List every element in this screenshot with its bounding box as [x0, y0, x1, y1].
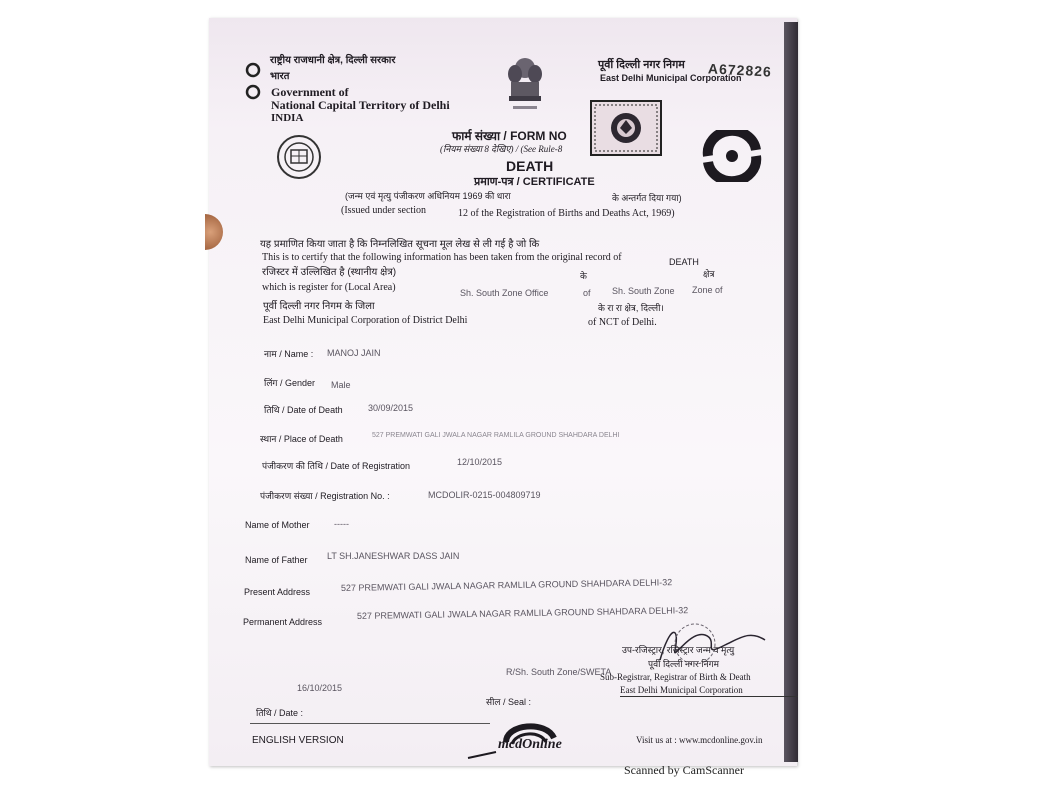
govt-hindi: राष्ट्रीय राजधानी क्षेत्र, दिल्ली सरकार: [270, 55, 396, 66]
record-type: DEATH: [669, 257, 699, 267]
corp-hindi: पूर्वी दिल्ली नगर निगम: [598, 59, 685, 71]
visit-url: Visit us at : www.mcdonline.gov.in: [636, 735, 763, 745]
certify-english: This is to certify that the following information has been taken from the original record of: [262, 252, 622, 263]
mcd-swirl-logo-icon: [700, 130, 764, 182]
country-hindi: भारत: [270, 71, 290, 82]
name-label: नाम / Name :: [264, 349, 314, 359]
date-label: तिथि / Date :: [256, 708, 304, 718]
permanent-address-label: Permanent Address: [243, 617, 323, 627]
seal-label: सील / Seal :: [486, 697, 532, 707]
present-address-label: Present Address: [244, 587, 311, 597]
sig-hindi-1: उप-रजिस्ट्रार, रजिस्ट्रार जन्म व मृत्यु: [622, 645, 735, 655]
sig-hindi-2: पूर्वी दिल्ली नगर निगम: [648, 659, 720, 669]
dor-label: पंजीकरण की तिथि / Date of Registration: [262, 461, 411, 471]
signature-scribble: [650, 620, 770, 664]
dor-value: 12/10/2015: [457, 457, 503, 467]
certificate-title: प्रमाण-पत्र / CERTIFICATE: [474, 176, 595, 188]
issued-hindi-end: के अन्तर्गत दिया गया): [612, 193, 682, 203]
mcdonline-logo-text: mcdOnline: [498, 737, 562, 752]
country: INDIA: [271, 112, 304, 124]
govt-line1: Government of: [271, 85, 349, 99]
present-address-value: 527 PREMWATI GALI JWALA NAGAR RAMLILA GROUND SHAHDARA DELHI-32: [340, 577, 673, 593]
serial-number: A672826: [707, 60, 773, 80]
register-hindi: रजिस्टर में उल्लिखित है (स्थानीय क्षेत्र): [262, 267, 397, 278]
form-no: फार्म संख्या / FORM NO: [452, 129, 567, 143]
rule-note: (नियम संख्या 8 देखिए) / (See Rule-8: [440, 144, 563, 154]
kshetra-label: क्षेत्र: [703, 269, 715, 279]
delhi-govt-seal-icon: [276, 134, 322, 180]
scanner-watermark: Scanned by CamScanner: [624, 763, 744, 777]
place-label: स्थान / Place of Death: [260, 434, 343, 444]
zone-of-label: Zone of: [692, 285, 723, 295]
gender-value: Male: [331, 380, 351, 390]
english-version: ENGLISH VERSION: [252, 735, 344, 746]
gender-label: लिंग / Gender: [264, 378, 316, 388]
nct-hindi: के रा रा क्षेत्र, दिल्ली।: [598, 303, 664, 313]
sig-english-2: East Delhi Municipal Corporation: [620, 685, 743, 695]
hologram-stamp-icon: [590, 100, 662, 156]
district-english: East Delhi Municipal Corporation of District Delhi: [263, 315, 468, 326]
local-area: Sh. South Zone Office: [460, 288, 549, 298]
name-value: MANOJ JAIN: [327, 348, 381, 358]
regno-value: MCDOLIR-0215-004809719: [428, 490, 541, 500]
father-label: Name of Father: [245, 555, 308, 565]
regno-label: पंजीकरण संख्या / Registration No. :: [260, 491, 390, 501]
zone-value: Sh. South Zone: [612, 286, 675, 296]
father-value: LT SH.JANESHWAR DASS JAIN: [327, 551, 460, 561]
of-label: of: [583, 288, 591, 298]
sig-english-1: Sub-Registrar, Registrar of Birth & Death: [600, 672, 751, 682]
mother-value: -----: [334, 519, 349, 529]
signature-line: [620, 696, 798, 697]
corp-english: East Delhi Municipal Corporation: [600, 73, 742, 83]
national-emblem-icon: [503, 54, 547, 116]
date-line: [250, 723, 490, 724]
issue-date: 16/10/2015: [297, 683, 343, 693]
left-ring-icon: [244, 60, 262, 104]
dod-value: 30/09/2015: [368, 403, 414, 413]
permanent-address-value: 527 PREMWATI GALI JWALA NAGAR RAMLILA GROUND SHAHDARA DELHI-32: [356, 605, 689, 621]
issued-english: (Issued under section: [341, 205, 426, 216]
issued-english-end: 12 of the Registration of Births and Deaths Act, 1969): [458, 208, 675, 219]
register-english: which is register for (Local Area): [262, 282, 396, 293]
paper-edge: [784, 22, 798, 762]
office-code: R/Sh. South Zone/SWETA: [506, 667, 612, 677]
nct-english: of NCT of Delhi.: [588, 317, 657, 328]
dod-label: तिथि / Date of Death: [264, 405, 343, 415]
issued-hindi: (जन्म एवं मृत्यु पंजीकरण अधिनियम 1969 की धारा: [345, 191, 511, 201]
govt-line2: National Capital Territory of Delhi: [271, 98, 450, 112]
district-hindi: पूर्वी दिल्ली नगर निगम के जिला: [263, 301, 375, 312]
certificate-type: DEATH: [506, 158, 554, 174]
place-value: 527 PREMWATI GALI JWALA NAGAR RAMLILA GROUND SHAHDARA DELHI: [372, 432, 620, 439]
ke-label: के: [580, 271, 587, 281]
mother-label: Name of Mother: [245, 520, 310, 530]
certify-hindi: यह प्रमाणित किया जाता है कि निम्नलिखित सूचना मूल लेख से ली गई है जो कि: [260, 239, 540, 250]
